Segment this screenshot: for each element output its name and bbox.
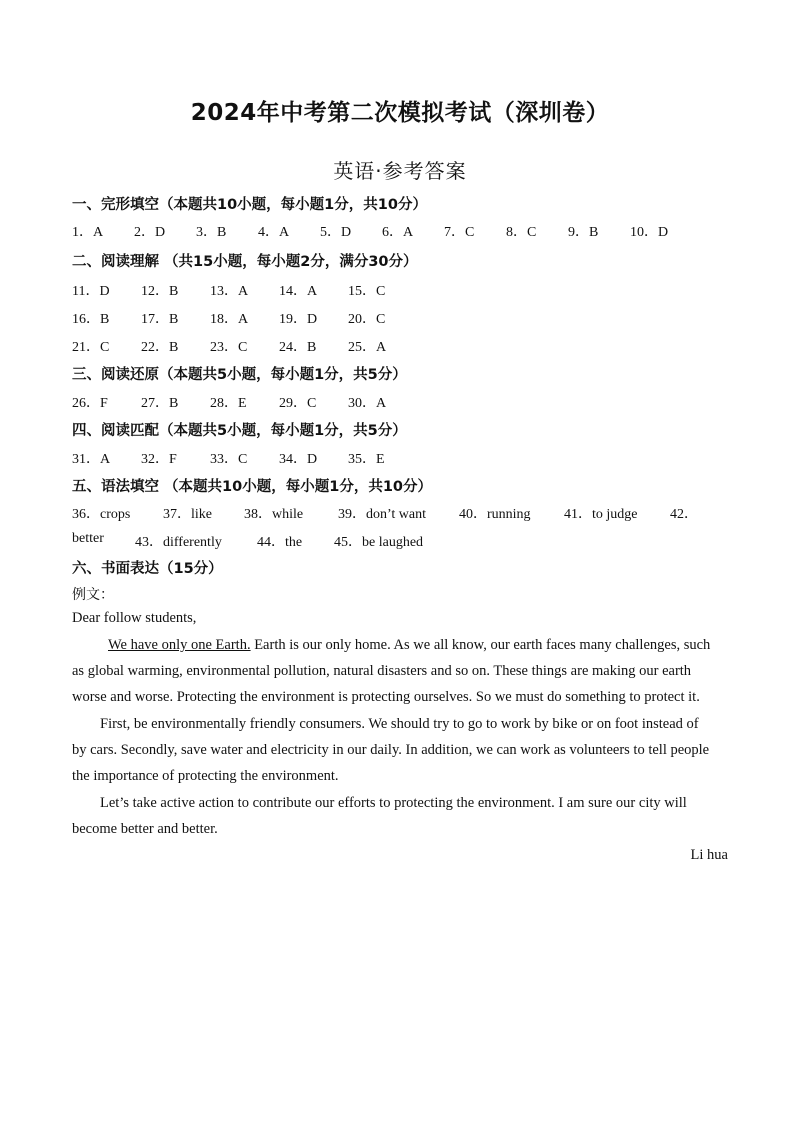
answer-item: 31．A (72, 452, 111, 467)
answer-item: 36．crops (72, 507, 131, 522)
answer-item: 19．D (279, 312, 318, 327)
essay-underlined-sentence: We have only one Earth. (108, 637, 251, 653)
answer-item: 29．C (279, 396, 317, 411)
section-heading-grammar: 五、语法填空 （本题共10小题，每小题1分，共10分） (72, 479, 432, 495)
answer-item: 1．A (72, 225, 104, 240)
answer-item: 17．B (141, 312, 179, 327)
answer-item: 25．A (348, 340, 387, 355)
page-subtitle: 英语·参考答案 (333, 159, 467, 183)
answer-item: 4．A (258, 225, 290, 240)
answer-item: 3．B (196, 225, 227, 240)
essay-signature: Li hua (690, 847, 728, 863)
essay-line-3: worse and worse. Protecting the environment is protecting ourselves. So we must do something to protect it. (72, 689, 700, 705)
answer-item: 27．B (141, 396, 179, 411)
essay-greeting: Dear follow students, (72, 610, 197, 626)
essay-line-4: First, be environmentally friendly consumers. We should try to go to work by bike or on foot instead of (100, 716, 699, 732)
answer-item: 42． (670, 507, 698, 522)
answer-item: 37．like (163, 507, 212, 522)
answer-item: 28．E (210, 396, 247, 411)
essay-line-text: Earth is our only home. As we all know, our earth faces many challenges, such (250, 637, 711, 653)
essay-line-2: as global warming, environmental pollution, natural disasters and so on. These things are making our earth (72, 663, 692, 679)
section-heading-match: 四、阅读匹配（本题共5小题，每小题1分，共5分） (72, 423, 407, 439)
section-heading-writing: 六、书面表达（15分） (72, 561, 223, 577)
section-heading-cloze: 一、完形填空（本题共10小题，每小题1分，共10分） (72, 197, 427, 213)
answer-item: 9．B (568, 225, 599, 240)
essay-line-6: the importance of protecting the environment. (72, 768, 339, 784)
answer-item: 6．A (382, 225, 414, 240)
page-title: 2024年中考第二次模拟考试（深圳卷） (190, 100, 610, 126)
answer-item: 13．A (210, 284, 249, 299)
answer-item: 32．F (141, 452, 177, 467)
answer-item: 26．F (72, 396, 108, 411)
answer-item: 8．C (506, 225, 537, 240)
answer-item: 33．C (210, 452, 248, 467)
answer-item: 38．while (244, 507, 304, 522)
answer-item: 35．E (348, 452, 385, 467)
answer-item: 10．D (630, 225, 669, 240)
answer-item: 30．A (348, 396, 387, 411)
answer-item: 23．C (210, 340, 248, 355)
answer-item: 43．differently (135, 535, 222, 550)
answer-item: 2．D (134, 225, 166, 240)
section-heading-restore: 三、阅读还原（本题共5小题，每小题1分，共5分） (72, 367, 407, 383)
answer-item: 7．C (444, 225, 475, 240)
essay-label: 例文： (72, 587, 114, 603)
answer-item: 12．B (141, 284, 179, 299)
answer-item: 11．D (72, 284, 110, 299)
answer-item: 39．don’t want (338, 507, 427, 522)
answer-item: better (72, 531, 104, 546)
answer-item: 5．D (320, 225, 352, 240)
section-heading-reading: 二、阅读理解 （共15小题，每小题2分，满分30分） (72, 254, 418, 270)
answer-item: 45．be laughed (334, 535, 424, 550)
answer-item: 41．to judge (564, 507, 638, 522)
answer-item: 16．B (72, 312, 110, 327)
answer-item: 20．C (348, 312, 386, 327)
answer-item: 24．B (279, 340, 317, 355)
essay-line-8: become better and better. (72, 821, 218, 837)
answer-item: 14．A (279, 284, 318, 299)
essay-line-1 (108, 637, 710, 654)
answer-item: 34．D (279, 452, 318, 467)
essay-line-7: Let’s take active action to contribute our efforts to protecting the environment. I am sure our city will (100, 795, 687, 811)
answer-item: 22．B (141, 340, 179, 355)
answer-item: 44．the (257, 535, 303, 550)
answer-item: 15．C (348, 284, 386, 299)
answer-item: 21．C (72, 340, 110, 355)
essay-line-5: by cars. Secondly, save water and electricity in our daily. In addition, we can work as volunteers to tell people (72, 742, 710, 758)
answer-item: 18．A (210, 312, 249, 327)
answer-item: 40．running (459, 507, 531, 522)
